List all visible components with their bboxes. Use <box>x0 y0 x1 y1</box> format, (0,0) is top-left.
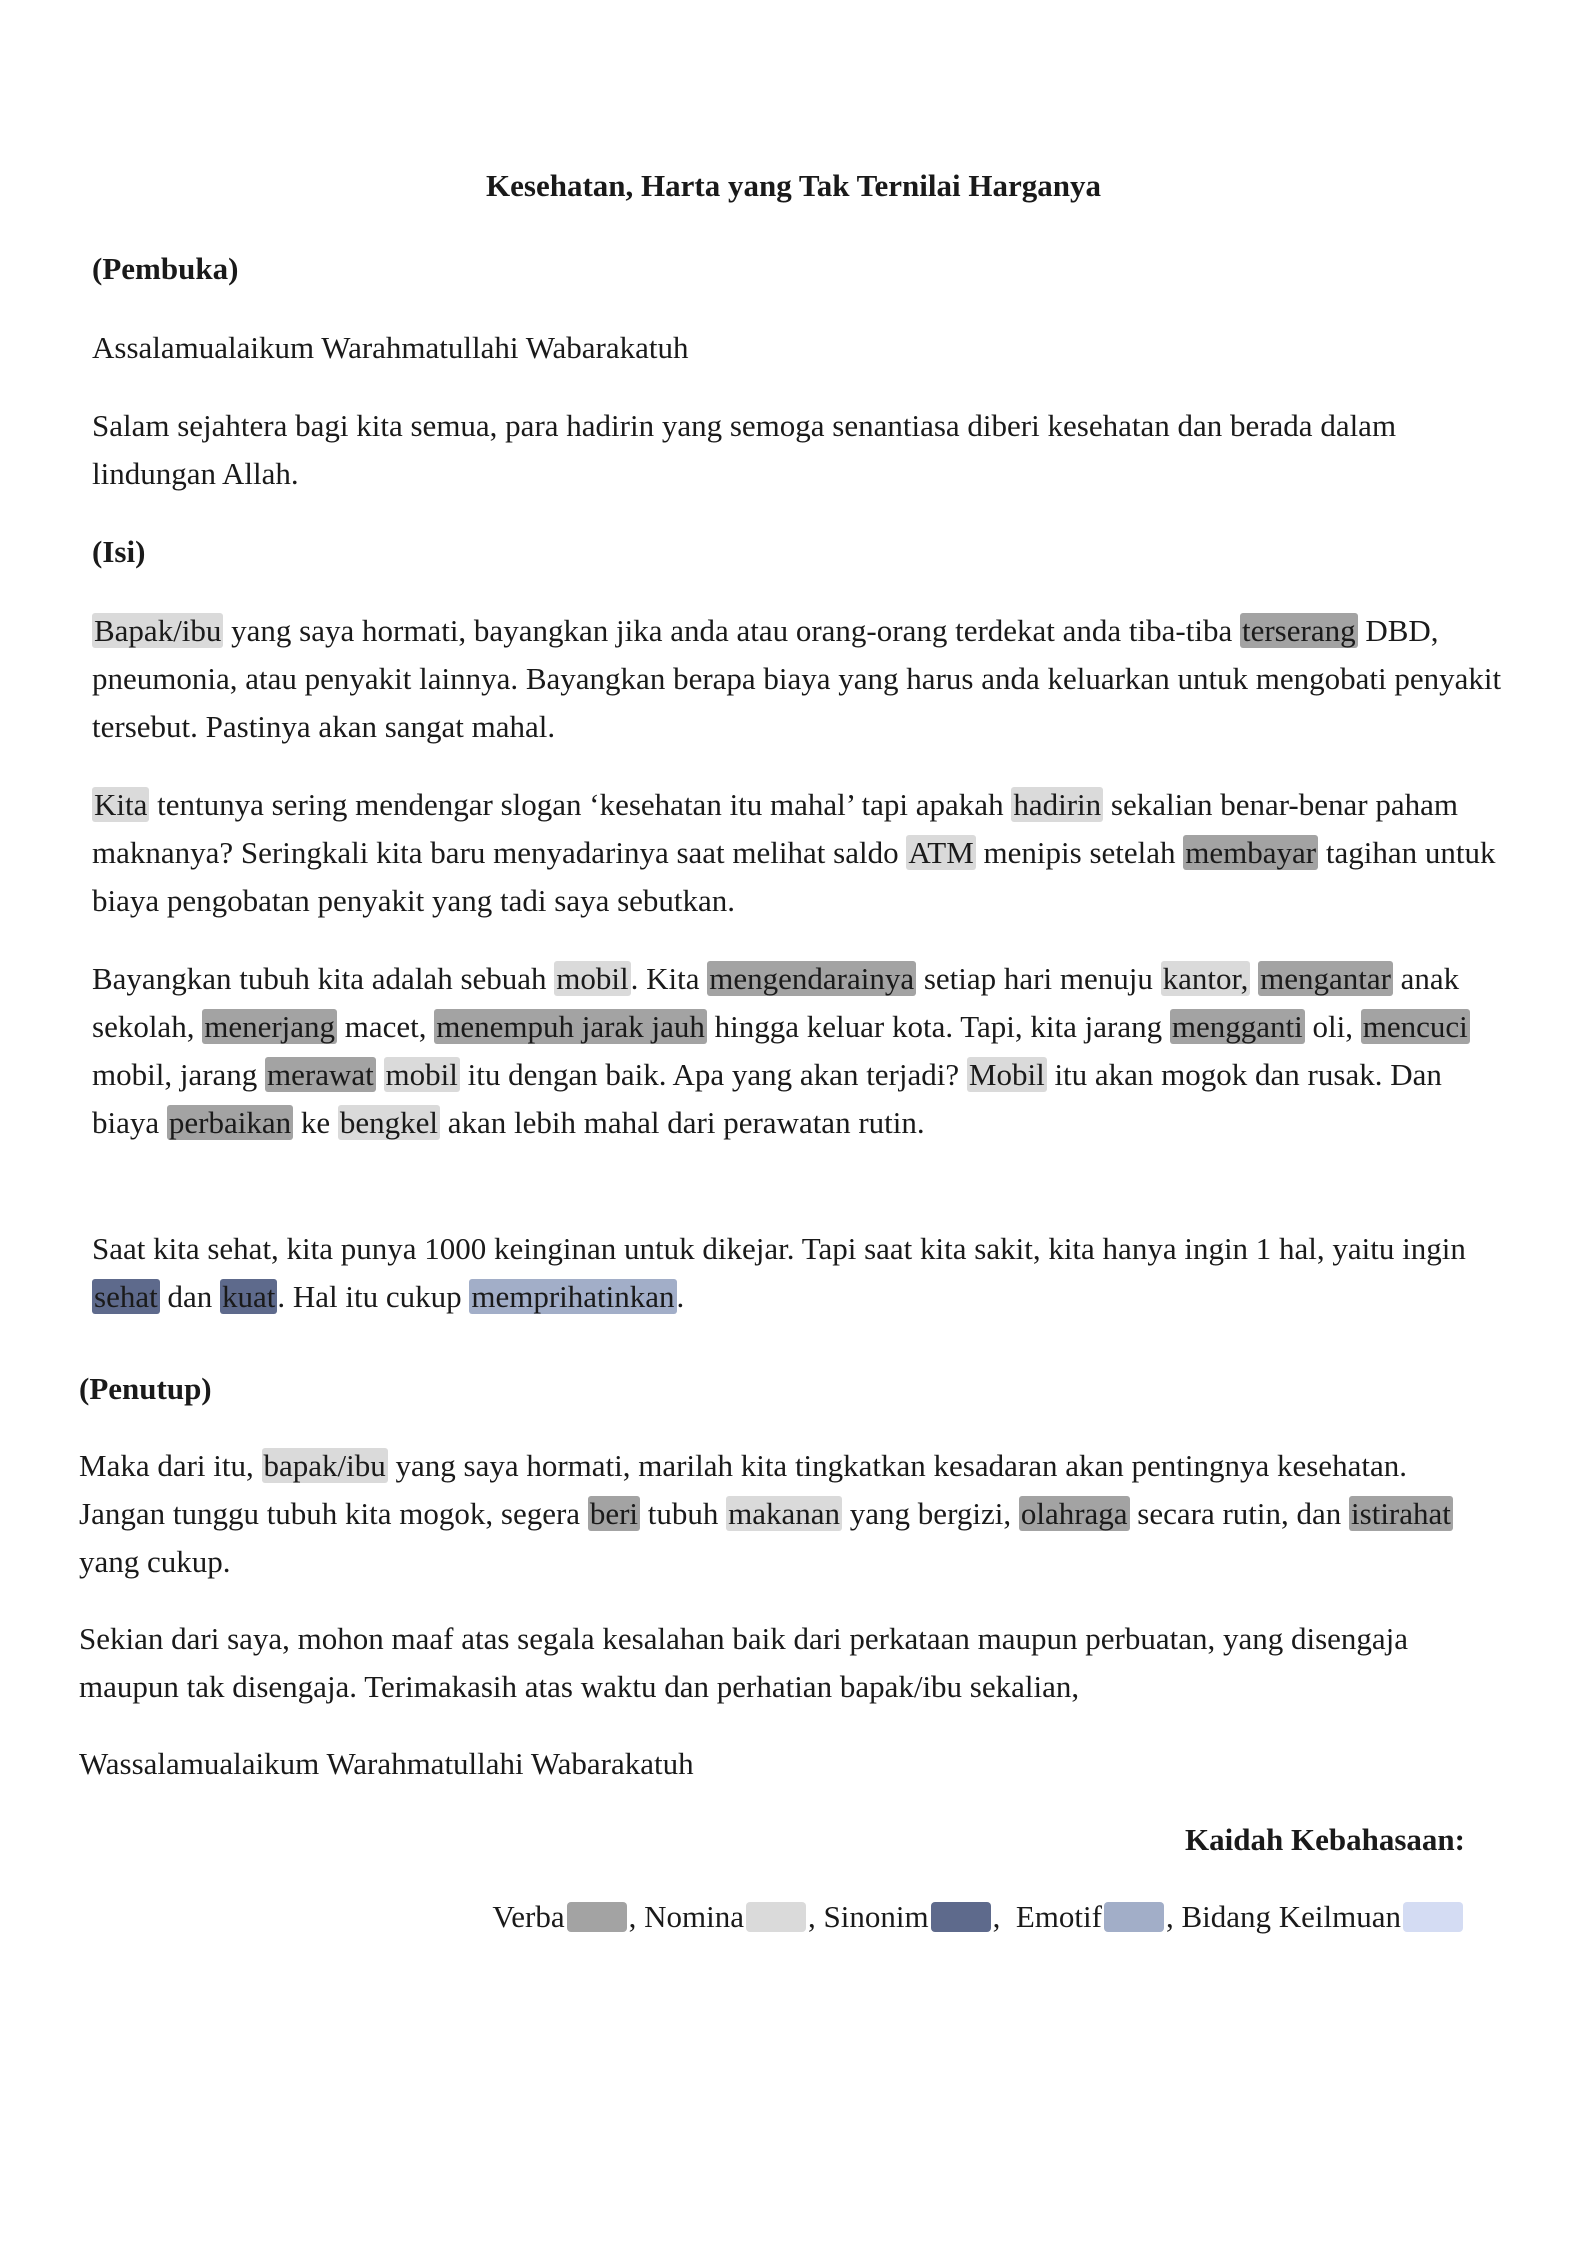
text-segment: mobil, jarang <box>92 1057 266 1092</box>
highlight-verba: mengendarainya <box>709 961 915 996</box>
text-segment: tubuh <box>640 1496 727 1531</box>
text-segment: dan <box>159 1279 220 1314</box>
text-segment: yang cukup. <box>79 1544 231 1579</box>
highlight-nomina: makanan <box>728 1496 841 1531</box>
text-segment: yang bergizi, <box>842 1496 1019 1531</box>
text-segment: . Hal itu cukup <box>277 1279 470 1314</box>
legend-label: Bidang Keilmuan <box>1181 1899 1401 1934</box>
highlight-sinonim: kuat <box>221 1279 276 1314</box>
highlight-verba: istirahat <box>1351 1496 1451 1531</box>
text-segment <box>376 1057 384 1092</box>
highlight-nomina: mobil <box>385 1057 458 1092</box>
legend-separator: , <box>1165 1899 1182 1934</box>
text-segment: tagihan untuk biaya pengobatan penyakit yang tadi saya sebutkan. <box>92 835 1496 918</box>
text-segment: . <box>676 1279 685 1314</box>
highlight-nomina: bengkel <box>339 1105 439 1140</box>
legend-swatch <box>931 1902 991 1932</box>
text-segment: itu dengan baik. Apa yang akan terjadi? <box>459 1057 967 1092</box>
highlight-verba: membayar <box>1185 835 1317 870</box>
highlight-nomina: Kita <box>94 787 148 822</box>
legend-label: Sinonim <box>823 1899 929 1934</box>
text-segment: oli, <box>1304 1009 1361 1044</box>
highlight-nomina: bapak/ibu <box>263 1448 386 1483</box>
text-segment: Saat kita sehat, kita punya 1000 keinginan untuk dikejar. Tapi saat kita sakit, kita hanya ingin 1 hal, yaitu ingin <box>92 1231 1466 1266</box>
text-segment: macet, <box>337 1009 435 1044</box>
legend-label: Verba <box>492 1899 565 1934</box>
paragraph-isi-2 <box>92 781 1512 925</box>
paragraph-isi-3 <box>92 955 1512 1147</box>
heading-isi: (Isi) <box>92 534 146 569</box>
highlight-sinonim: sehat <box>94 1279 158 1314</box>
highlight-verba: olahraga <box>1020 1496 1128 1531</box>
highlight-emotif: memprihatinkan <box>471 1279 675 1314</box>
text-segment: hingga keluar kota. Tapi, kita jarang <box>706 1009 1170 1044</box>
paragraph-penutup-1 <box>79 1442 1499 1586</box>
text-segment: . Kita <box>630 961 708 996</box>
legend-separator: , <box>992 1899 1016 1934</box>
text-segment: sekalian benar-benar paham maknanya? Seringkali kita baru menyadarinya saat melihat saldo <box>92 787 1458 870</box>
legend-swatch <box>1403 1902 1463 1932</box>
highlight-verba: mengganti <box>1171 1009 1303 1044</box>
text-segment: secara rutin, dan <box>1129 1496 1350 1531</box>
text-segment: ke <box>293 1105 338 1140</box>
highlight-verba: mengantar <box>1260 961 1391 996</box>
heading-penutup: (Penutup) <box>79 1371 212 1406</box>
highlight-nomina: Mobil <box>968 1057 1045 1092</box>
highlight-verba: perbaikan <box>168 1105 292 1140</box>
highlight-nomina: ATM <box>908 835 974 870</box>
text-segment <box>1250 961 1258 996</box>
heading-pembuka: (Pembuka) <box>92 251 239 286</box>
legend-swatch <box>746 1902 806 1932</box>
text-segment: tentunya sering mendengar slogan ‘kesehatan itu mahal’ tapi apakah <box>149 787 1012 822</box>
text-segment: Bayangkan tubuh kita adalah sebuah <box>92 961 555 996</box>
text-segment: anak sekolah, <box>92 961 1460 1044</box>
kaidah-legend <box>492 1893 1465 1941</box>
text-segment: yang saya hormati, bayangkan jika anda atau orang-orang terdekat anda tiba-tiba <box>223 613 1240 648</box>
legend-label: Emotif <box>1015 1899 1102 1934</box>
kaidah-kebahasaan-title: Kaidah Kebahasaan: <box>1185 1822 1465 1857</box>
legend-separator: , <box>628 1899 645 1934</box>
text-segment: setiap hari menuju <box>916 961 1161 996</box>
text-segment: Maka dari itu, <box>79 1448 262 1483</box>
highlight-nomina: Bapak/ibu <box>94 613 222 648</box>
highlight-verba: menerjang <box>204 1009 336 1044</box>
highlight-verba: menempuh jarak jauh <box>436 1009 705 1044</box>
document-title: Kesehatan, Harta yang Tak Ternilai Harganya <box>486 168 1101 203</box>
paragraph-salam-pembuka: Assalamualaikum Warahmatullahi Wabarakatuh <box>92 330 689 365</box>
highlight-verba: mencuci <box>1362 1009 1468 1044</box>
legend-swatch <box>1104 1902 1164 1932</box>
text-segment: itu akan mogok dan rusak. Dan biaya <box>92 1057 1442 1140</box>
text-segment: menipis setelah <box>975 835 1184 870</box>
highlight-nomina: hadirin <box>1013 787 1102 822</box>
highlight-verba: beri <box>589 1496 639 1531</box>
paragraph-isi-1 <box>92 607 1512 751</box>
paragraph-permohonan-maaf: Sekian dari saya, mohon maaf atas segala kesalahan baik dari perkataan maupun perbuatan, yang disengaja maupun tak disengaja. Terimakasih atas waktu dan perhatian bapak/ibu sekalian, <box>79 1621 1409 1704</box>
paragraph-salam-sejahtera: Salam sejahtera bagi kita semua, para hadirin yang semoga senantiasa diberi kesehatan dan berada dalam lindungan Allah. <box>92 408 1397 491</box>
legend-label: Nomina <box>644 1899 744 1934</box>
paragraph-isi-4 <box>92 1225 1512 1321</box>
highlight-verba: merawat <box>267 1057 374 1092</box>
text-segment: yang saya hormati, marilah kita tingkatkan kesadaran akan pentingnya kesehatan. Jangan tunggu tubuh kita mogok, segera <box>79 1448 1407 1531</box>
legend-separator: , <box>808 1899 824 1934</box>
highlight-nomina: mobil <box>556 961 629 996</box>
highlight-verba: terserang <box>1241 613 1356 648</box>
legend-swatch <box>567 1902 627 1932</box>
highlight-nomina: kantor, <box>1162 961 1249 996</box>
text-segment: akan lebih mahal dari perawatan rutin. <box>440 1105 925 1140</box>
text-segment: DBD, pneumonia, atau penyakit lainnya. Bayangkan berapa biaya yang harus anda keluarkan untuk mengobati penyakit tersebut. Pastinya akan sangat mahal. <box>92 613 1502 744</box>
paragraph-salam-penutup: Wassalamualaikum Warahmatullahi Wabarakatuh <box>79 1746 694 1781</box>
